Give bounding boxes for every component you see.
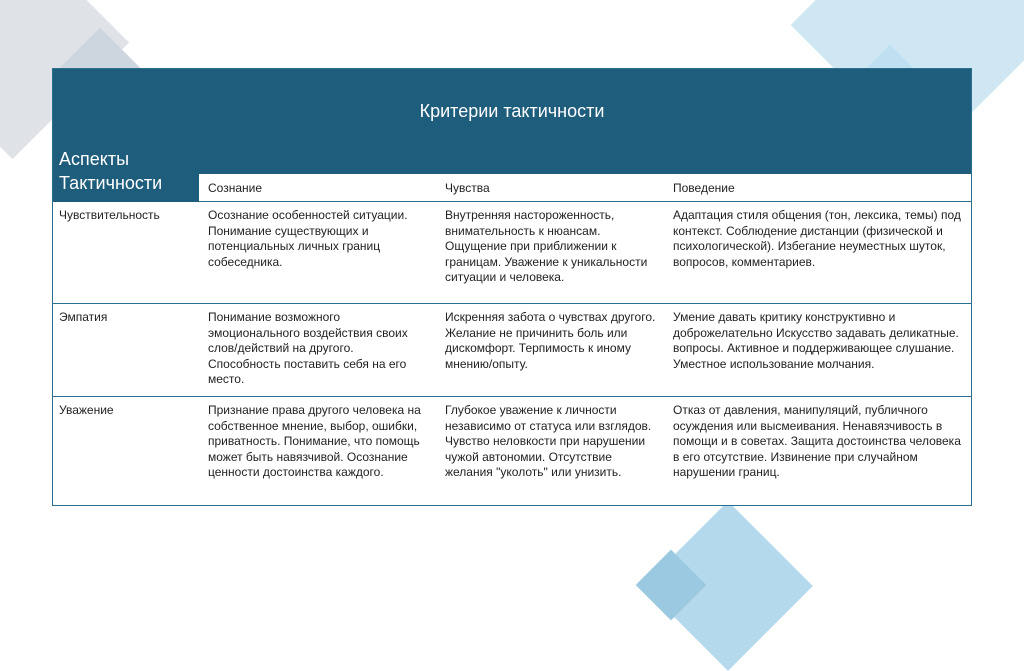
row-header-label: Аспекты Тактичности: [59, 149, 163, 193]
table-cell: Адаптация стиля общения (тон, лексика, темы) под контекст. Соблюдение дистанции (физической и психологической). Избегание неуместных шуток, вопросов, комментариев.: [673, 208, 961, 269]
table-row: [53, 202, 971, 304]
row-aspect-label: Уважение: [59, 403, 114, 417]
table-cell: Искренняя забота о чувствах другого. Желание не причинить боль или дискомфорт. Терпимость к иному мнению/опыту.: [445, 310, 656, 371]
column-header-consciousness: Сознание: [208, 181, 263, 195]
table-row: [53, 397, 971, 505]
row-aspect-label: Чувствительность: [59, 208, 160, 222]
table-title: Критерии тактичности: [419, 101, 605, 121]
column-header-feelings: Чувства: [445, 181, 490, 195]
table-cell: Понимание возможного эмоционального воздействия своих слов/действий на другого. Способность поставить себя на его место.: [208, 310, 408, 386]
table-cell: Отказ от давления, манипуляций, публичного осуждения или высмеивания. Ненавязчивость в помощи и в советах. Защита достоинства человека в его отсутствие. Извинение при случайном нарушении границ.: [673, 403, 961, 479]
column-headers: [199, 174, 971, 202]
table-cell: Осознание особенностей ситуации. Понимание существующих и потенциальных личных границ собеседника.: [208, 208, 408, 269]
table-cell: Умение давать критику конструктивно и доброжелательно Искусство задавать деликатные. вопросы. Активное и поддерживающее слушание. Уместное использование молчания.: [673, 310, 959, 371]
table-cell: Внутренняя настороженность, внимательность к нюансам. Ощущение при приближении к границам. Уважение к уникальности ситуации и человека.: [445, 208, 648, 284]
table-cell: Глубокое уважение к личности независимо от статуса или взглядов. Чувство неловкости при нарушении чужой автономии. Отсутствие желания "уколоть" или унизить.: [445, 403, 652, 479]
table-row: [53, 304, 971, 397]
row-aspect-label: Эмпатия: [59, 310, 108, 324]
column-header-behavior: Поведение: [673, 181, 735, 195]
table-header: [53, 69, 971, 202]
table-cell: Признание права другого человека на собственное мнение, выбор, ошибки, приватность. Понимание, что помощь может быть навязчивой. Осознание ценности достоинства каждого.: [208, 403, 421, 479]
criteria-table: [52, 68, 972, 506]
